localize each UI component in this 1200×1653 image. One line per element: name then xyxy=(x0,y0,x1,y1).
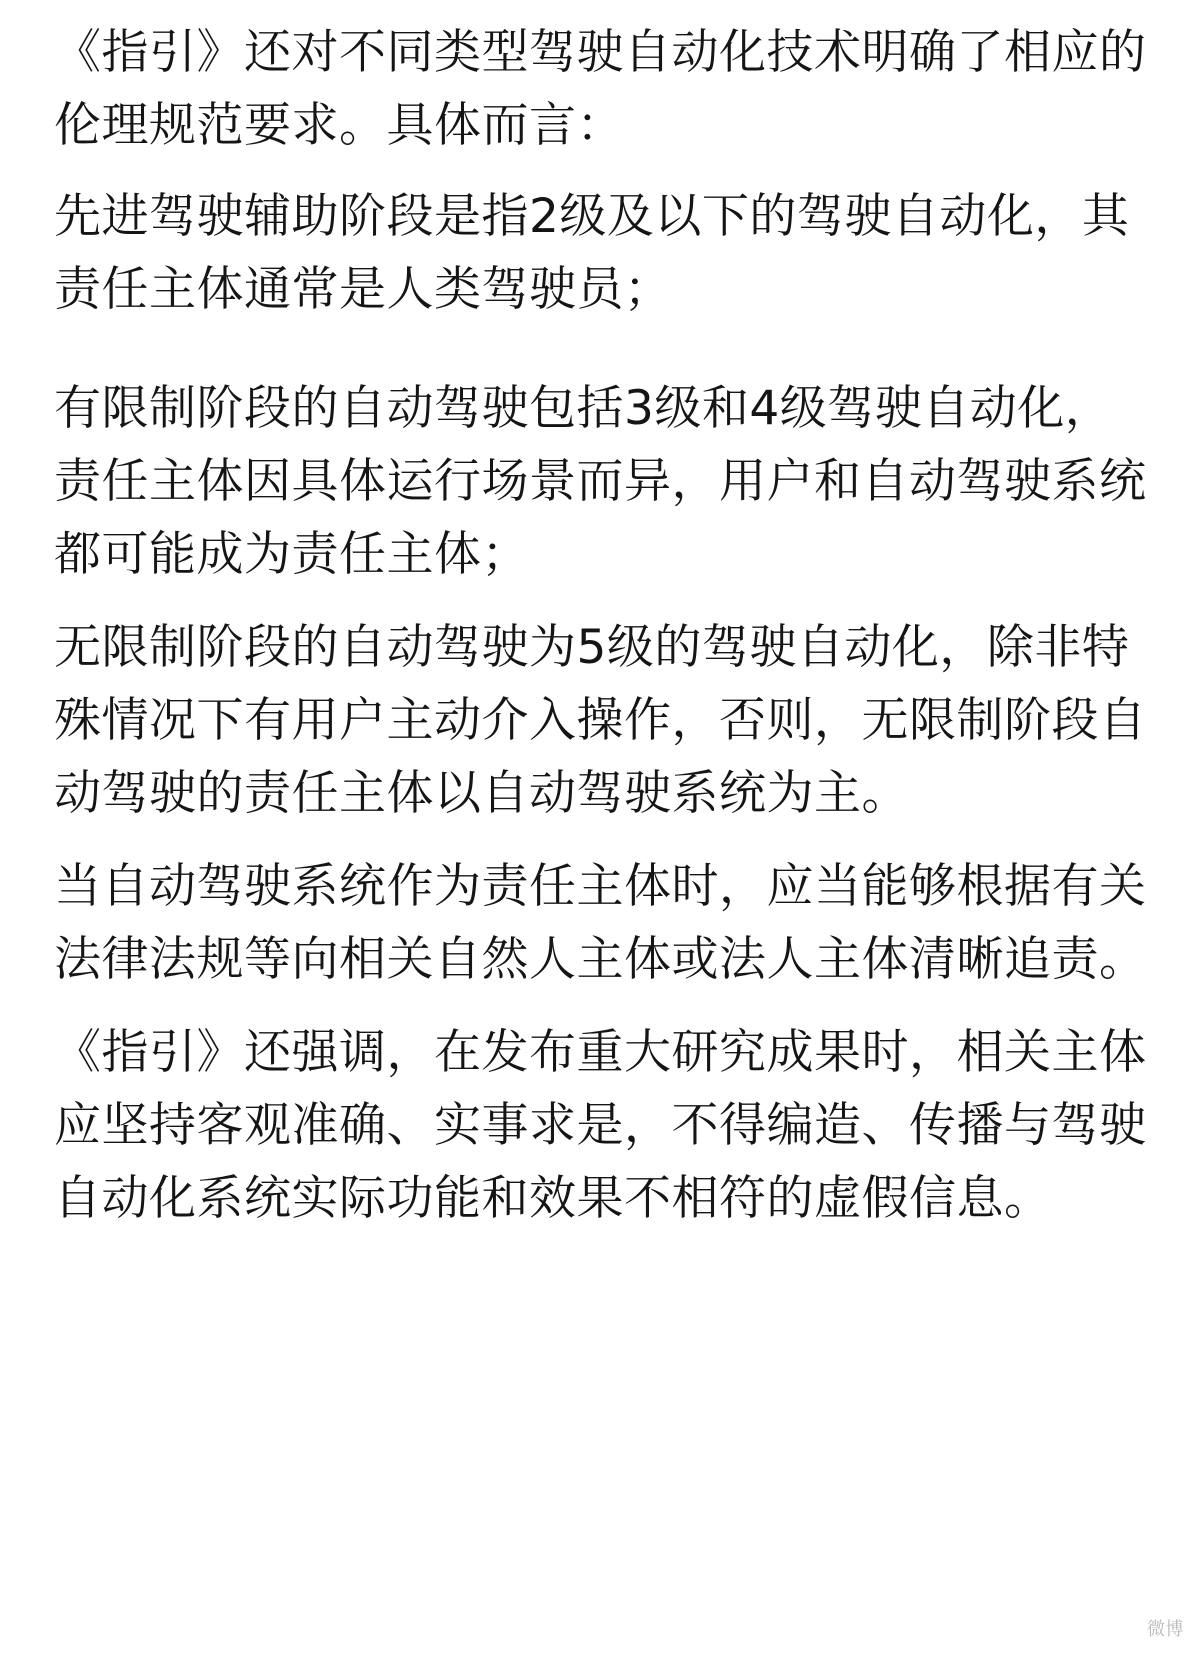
paragraph-level-2: 先进驾驶辅助阶段是指2级及以下的驾驶自动化，其责任主体通常是人类驾驶员； xyxy=(54,189,1130,317)
paragraph-level-3-4: 有限制阶段的自动驾驶包括3级和4级驾驶自动化，责任主体因具体运行场景而异，用户和自动驾驶系统都可能成为责任主体； xyxy=(54,381,1147,582)
paragraph-guidelines-emphasis: 《指引》还强调，在发布重大研究成果时，相关主体应坚持客观准确、实事求是，不得编造、传播与驾驶自动化系统实际功能和效果不相符的虚假信息。 xyxy=(54,1025,1147,1226)
watermark: 微博 xyxy=(1147,1619,1184,1640)
paragraph-accountability: 当自动驾驶系统作为责任主体时，应当能够根据有关法律法规等向相关自然人主体或法人主体清晰追责。 xyxy=(54,859,1147,987)
article-body xyxy=(54,16,1159,1235)
paragraph-level-5: 无限制阶段的自动驾驶为5级的驾驶自动化，除非特殊情况下有用户主动介入操作，否则，无限制阶段自动驾驶的责任主体以自动驾驶系统为主。 xyxy=(54,620,1147,821)
paragraph-intro: 《指引》还对不同类型驾驶自动化技术明确了相应的伦理规范要求。具体而言： xyxy=(54,25,1147,153)
